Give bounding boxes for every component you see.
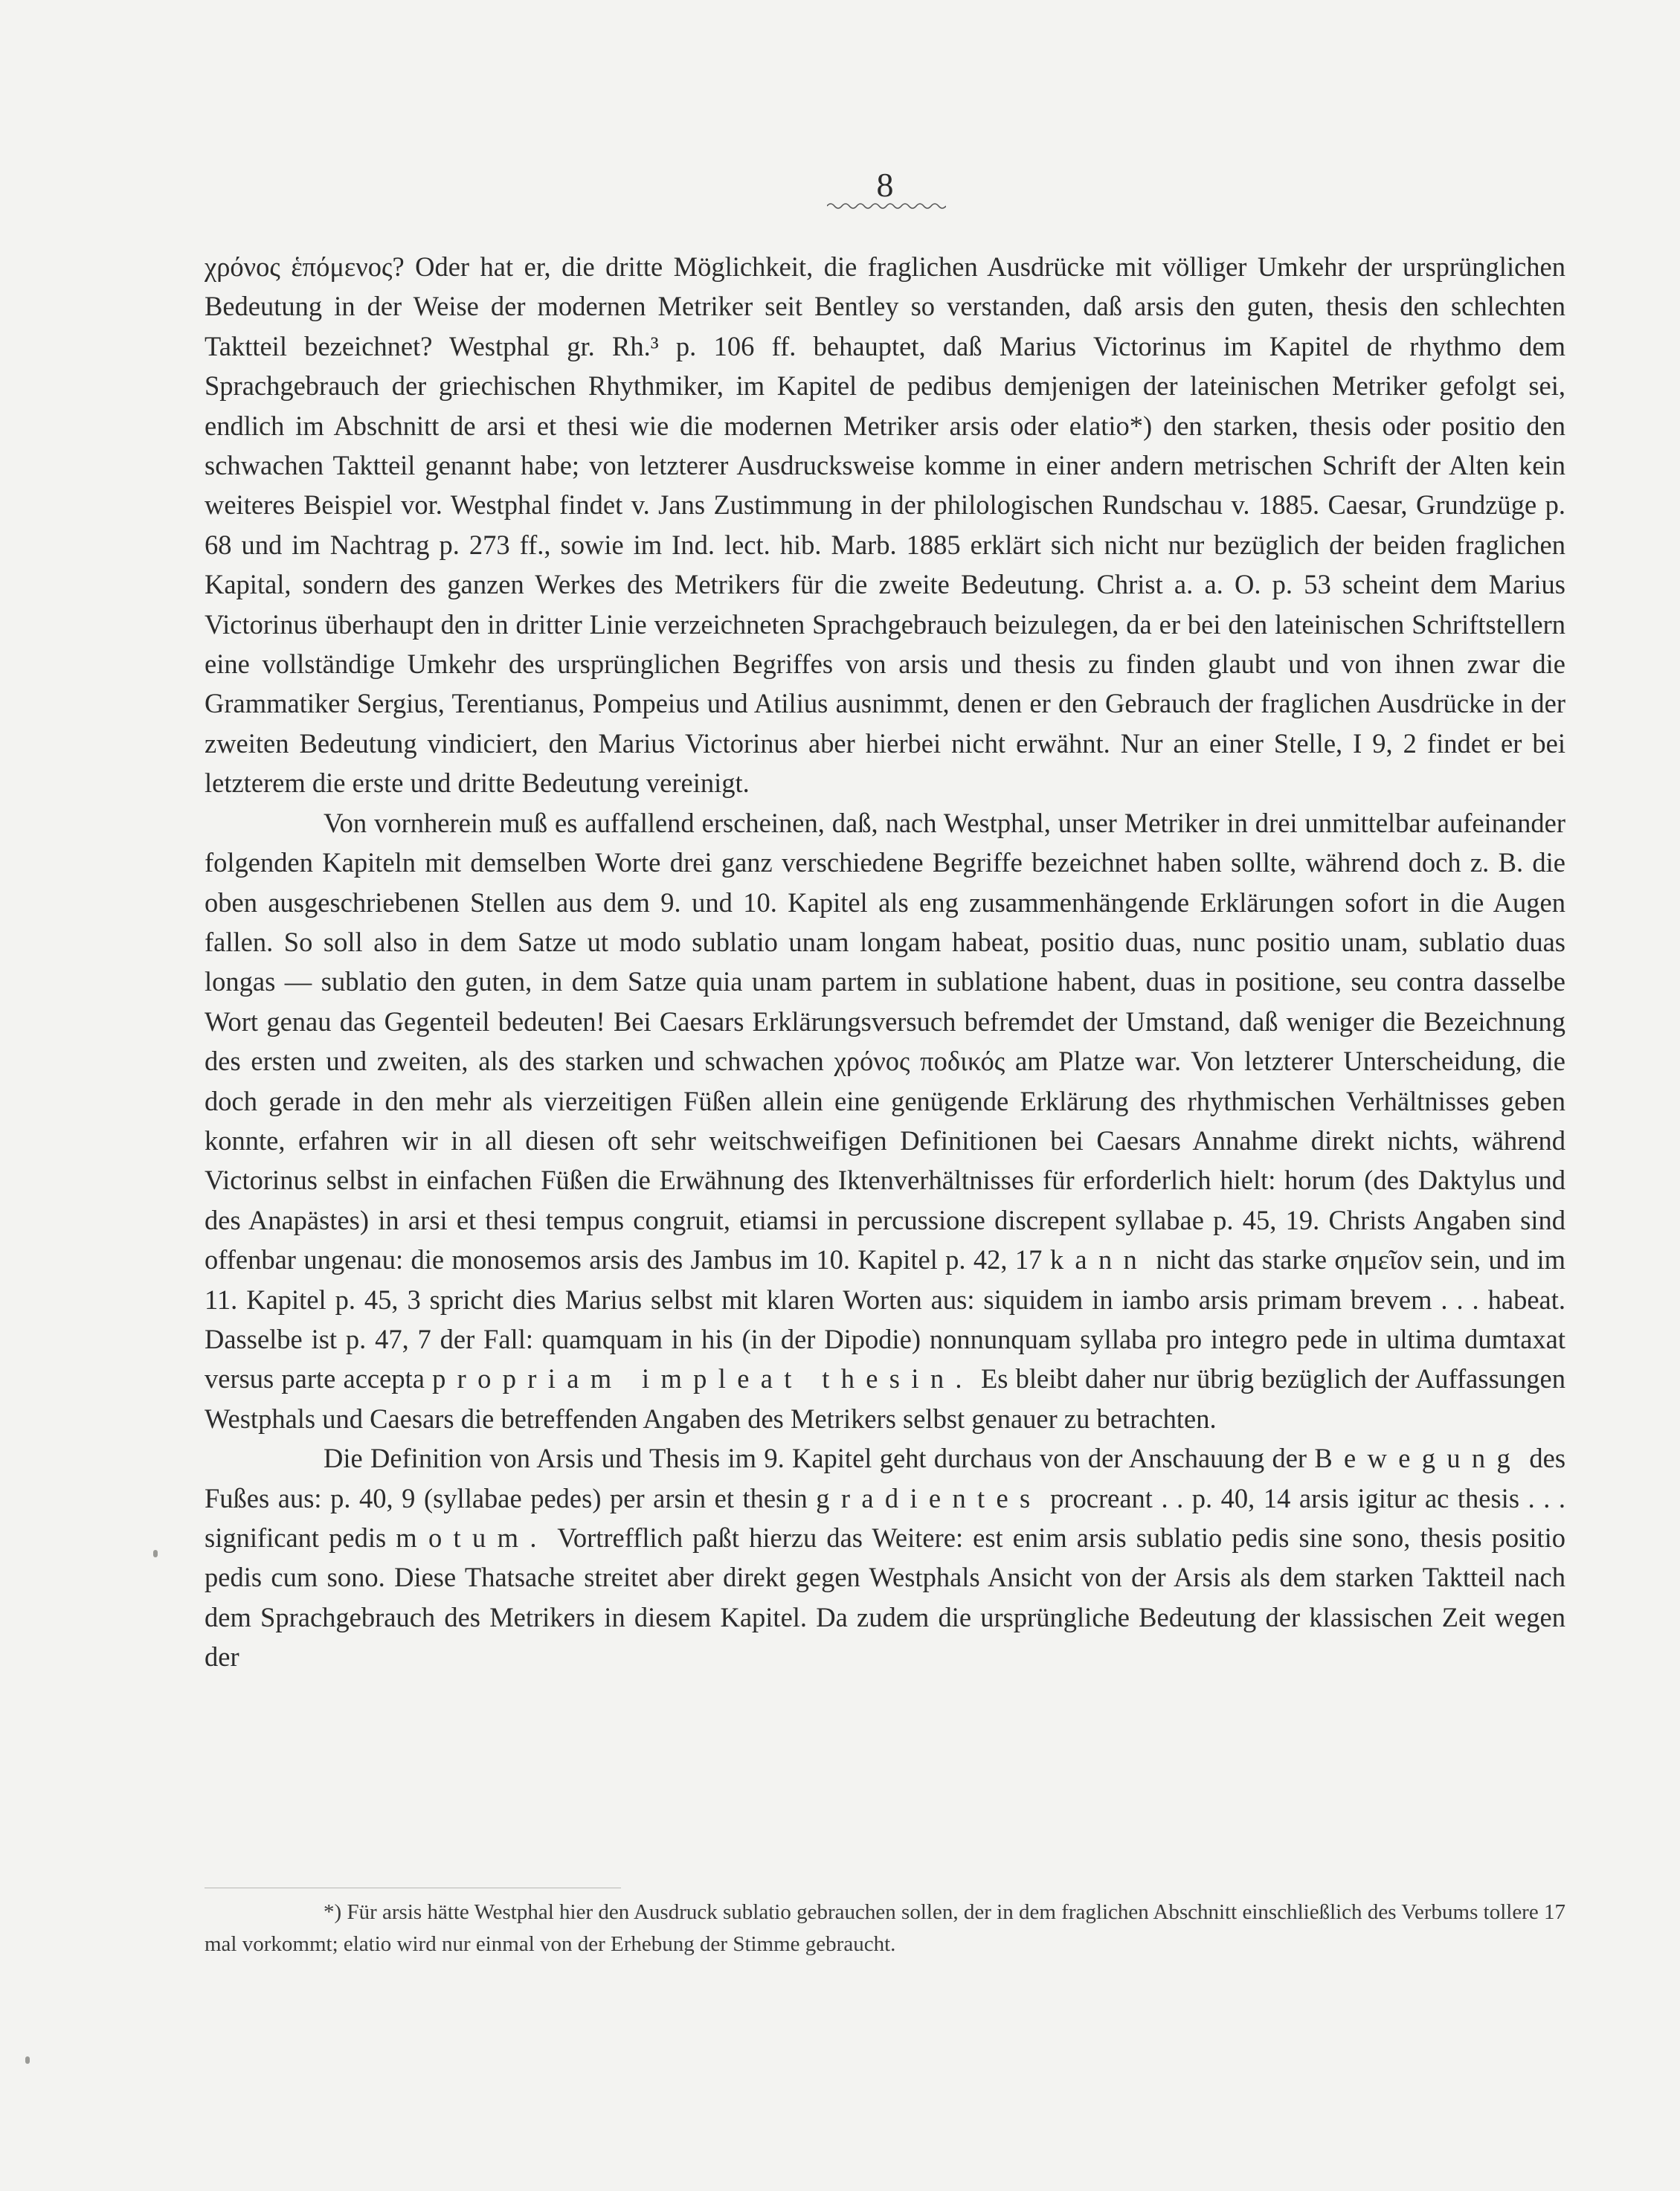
main-text: [205, 247, 1565, 1677]
spaced-word: gradientes: [816, 1482, 1042, 1513]
paragraph-2-part-3: Es bleibt daher nur übrig bezüglich der Auffassungen Westphals und Caesars die betreffenden Angaben des Metrikers selbst genauer zu betrachten.: [205, 1363, 1565, 1434]
paragraph-2-part-1: Von vornherein muß es auffallend erscheinen, daß, nach Westphal, unser Metriker in drei unmittelbar aufeinander folgenden Kapiteln mit demselben Worte drei ganz verschiedene Begriffe bezeichnet haben sollte, während doch z. B. die oben ausgeschriebenen Stellen aus dem 9. und 10. Kapitel als eng zusammenhängende Erklärungen sofort in die Augen fallen. So soll also in dem Satze ut modo sublatio unam longam habeat, positio duas, nunc positio unam, sublatio duas longas — sublatio den guten, in dem Satze quia unam partem in sublatione habent, duas in positione, seu contra dasselbe Wort genau das Gegenteil bedeuten! Bei Caesars Erklärungsversuch befremdet der Umstand, daß weniger die Bezeichnung des ersten und zweiten, als des starken und schwachen χρόνος ποδικός am Platze war. Von letzterer Unterscheidung, die doch gerade in den mehr als vierzeitigen Füßen allein eine genügende Erklärung des rhythmischen Verhältnisses geben konnte, erfahren wir in all diesen oft sehr weitschweifigen Definitionen bei Caesars Annahme direkt nichts, während Victorinus selbst in einfachen Füßen die Erwähnung des Iktenverhältnisses für erforderlich hielt: horum (des Daktylus und des Anapästes) in arsi et thesi tempus congruit, etiamsi in percussione discrepent syllabae p. 45, 19. Christs Angaben sind offenbar ungenau: die monosemos arsis des Jambus im 10. Kapitel p. 42, 17: [205, 807, 1565, 1275]
footnote-text: *) Für arsis hätte Westphal hier den Ausdruck sublatio gebrauchen sollen, der in dem fraglichen Abschnitt einschließlich des Verbums tollere 17 mal vorkommt; elatio wird nur einmal von der Erhebung der Stimme gebraucht.: [205, 1900, 1565, 1956]
scan-speck: [153, 1550, 158, 1557]
paragraph-3-part-4: Vortrefflich paßt hierzu das Weitere: est enim arsis sublatio pedis sine sono, thesis positio pedis cum sono. Diese Thatsache streitet aber direkt gegen Westphals Ansicht von der Arsis als dem starken Taktteil nach dem Sprachgebrauch des Metrikers in diesem Kapitel. Da zudem die ursprüngliche Bedeutung der klassischen Zeit wegen der: [205, 1522, 1566, 1673]
paragraph-3-part-3: procreant . . p. 40, 14 arsis igitur ac thesis . . . significant pedis: [205, 1482, 1566, 1553]
paragraph-2-part-2: nicht das starke σημεῖον sein, und im 11. Kapitel p. 45, 3 spricht dies Marius selbst mit klaren Worten aus: siquidem in iambo arsis primam brevem . . . habeat. Dasselbe ist p. 47, 7 der Fall: quamquam in his (in der Dipodie) nonnunquam syllaba pro integro pede in ultima dumtaxat versus parte accepta: [205, 1244, 1566, 1394]
spaced-word: Bewegung: [1314, 1443, 1522, 1474]
paragraph-1: χρόνος ἑπόμενος? Oder hat er, die dritte Möglichkeit, die fraglichen Ausdrücke mit völliger Umkehr der ursprünglichen Bedeutung in der Weise der modernen Metriker seit Bentley so verstanden, daß arsis den guten, thesis den schlechten Taktteil bezeichnet? Westphal gr. Rh.³ p. 106 ff. behauptet, daß Marius Victorinus im Kapitel de rhythmo dem Sprachgebrauch der griechischen Rhythmiker, im Kapitel de pedibus demjenigen der lateinischen Metriker gefolgt sei, endlich im Abschnitt de arsi et thesi wie die modernen Metriker arsis oder elatio*) den starken, thesis oder positio den schwachen Taktteil genannt habe; von letzterer Ausdrucksweise komme in einer andern metrischen Schrift der Alten kein weiteres Beispiel vor. Westphal findet v. Jans Zustimmung in der philologischen Rundschau v. 1885. Caesar, Grundzüge p. 68 und im Nachtrag p. 273 ff., sowie im Ind. lect. hib. Marb. 1885 erklärt sich nicht nur bezüglich der beiden fraglichen Kapital, sondern des ganzen Werkes des Metrikers für die zweite Bedeutung. Christ a. a. O. p. 53 scheint dem Marius Victorinus überhaupt den in dritter Linie verzeichneten Sprachgebrauch beizulegen, da er bei den lateinischen Schriftstellern eine vollständige Umkehr des ursprünglichen Begriffes von arsis und thesis zu finden glaubt und von ihnen zwar die Grammatiker Sergius, Terentianus, Pompeius und Atilius ausnimmt, denen er den Gebrauch der fraglichen Ausdrücke in der zweiten Bedeutung vindiciert, den Marius Victorinus aber hierbei nicht erwähnt. Nur an einer Stelle, I 9, 2 findet er bei letzterem die erste und dritte Bedeutung vereinigt.: [205, 251, 1565, 799]
wavy-rule-ornament-icon: [827, 201, 946, 211]
paragraph-3-part-2: des Fußes aus: p. 40, 9 (syllabae pedes) per arsin et thesin: [205, 1443, 1566, 1513]
scan-speck: [25, 2056, 30, 2064]
spaced-word: kann: [1049, 1244, 1149, 1275]
paragraph-3: [205, 1438, 1565, 1676]
footnote: [205, 1896, 1565, 1960]
spaced-word: motum.: [396, 1522, 548, 1553]
page-number: 8: [876, 166, 894, 204]
paragraph-3-part-1: Die Definition von Arsis und Thesis im 9. Kapitel geht durchaus von der Anschauung der: [324, 1443, 1307, 1474]
paragraph-2: [205, 803, 1565, 1439]
spaced-phrase: propriam impleat thesin.: [432, 1363, 973, 1394]
